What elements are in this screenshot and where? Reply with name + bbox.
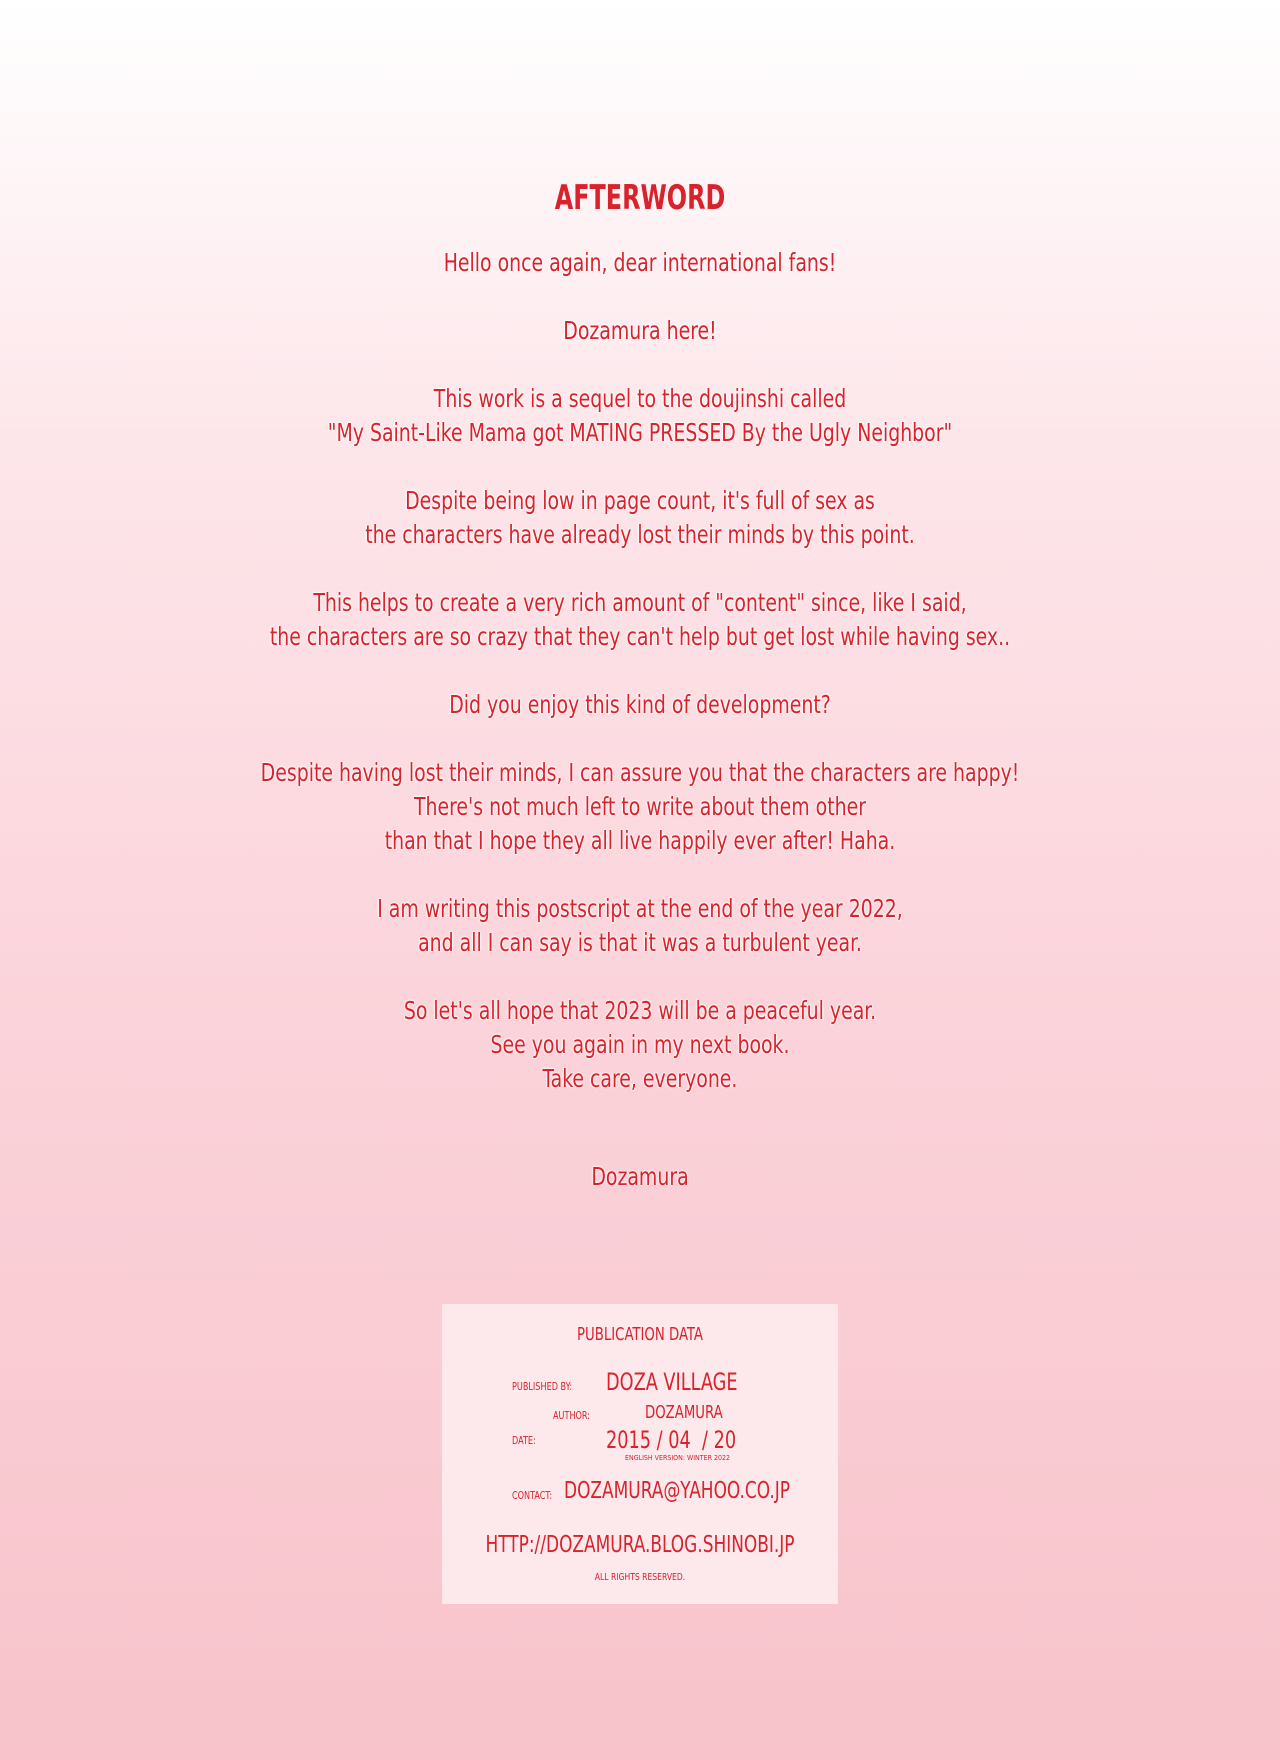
text-line: "My Saint-Like Mama got MATING PRESSED By the Ugly Neighbor" <box>327 418 953 447</box>
paragraph-page-count <box>0 484 1280 552</box>
date-value: 2015 / 04 / 20 <box>606 1426 737 1454</box>
paragraph-question <box>0 688 1280 722</box>
text-line: I am writing this postscript at the end of the year 2022, <box>377 894 903 923</box>
contact-email: DOZAMURA@YAHOO.CO.JP <box>564 1478 790 1504</box>
paragraph-sequel <box>0 382 1280 450</box>
text-line: than that I hope they all live happily ever after! Haha. <box>384 826 896 855</box>
text-line: This work is a sequel to the doujinshi called <box>433 384 847 413</box>
paragraph-postscript <box>0 892 1280 960</box>
paragraph-greeting <box>0 246 1280 280</box>
published-by-label: PUBLISHED BY: <box>512 1380 573 1393</box>
text-line: the characters are so crazy that they can't help but get lost while having sex.. <box>269 622 1011 651</box>
contact-label: CONTACT: <box>512 1489 553 1502</box>
text-line: the characters have already lost their minds by this point. <box>365 520 915 549</box>
author-label: AUTHOR: <box>553 1409 591 1422</box>
page-title: AFTERWORD <box>554 178 726 218</box>
author-signature: Dozamura <box>591 1162 689 1191</box>
text-line: This helps to create a very rich amount of "content" since, like I said, <box>313 588 967 617</box>
published-by-value: DOZA VILLAGE <box>606 1368 738 1396</box>
text-line: There's not much left to write about them other <box>413 792 867 821</box>
paragraph-happy <box>0 756 1280 858</box>
date-label: DATE: <box>512 1434 536 1447</box>
text-line: Despite having lost their minds, I can assure you that the characters are happy! <box>260 758 1020 787</box>
text-line: Did you enjoy this kind of development? <box>449 690 831 719</box>
text-line: Hello once again, dear international fans! <box>443 248 837 277</box>
publication-data-box <box>442 1304 838 1604</box>
blog-url: HTTP://DOZAMURA.BLOG.SHINOBI.JP <box>485 1532 795 1558</box>
paragraph-farewell <box>0 994 1280 1096</box>
paragraph-intro <box>0 314 1280 348</box>
text-line: See you again in my next book. <box>490 1030 790 1059</box>
text-line: So let's all hope that 2023 will be a peaceful year. <box>403 996 877 1025</box>
english-version-note: ENGLISH VERSION: WINTER 2022 <box>625 1454 730 1462</box>
text-line: and all I can say is that it was a turbulent year. <box>418 928 862 957</box>
afterword-body <box>0 246 1280 1130</box>
paragraph-content <box>0 586 1280 654</box>
text-line: Despite being low in page count, it's full of sex as <box>405 486 875 515</box>
author-value: DOZAMURA <box>645 1402 723 1423</box>
rights-notice: ALL RIGHTS RESERVED. <box>594 1572 686 1583</box>
text-line: Take care, everyone. <box>542 1064 738 1093</box>
publication-heading: PUBLICATION DATA <box>577 1324 703 1345</box>
text-line: Dozamura here! <box>563 316 717 345</box>
